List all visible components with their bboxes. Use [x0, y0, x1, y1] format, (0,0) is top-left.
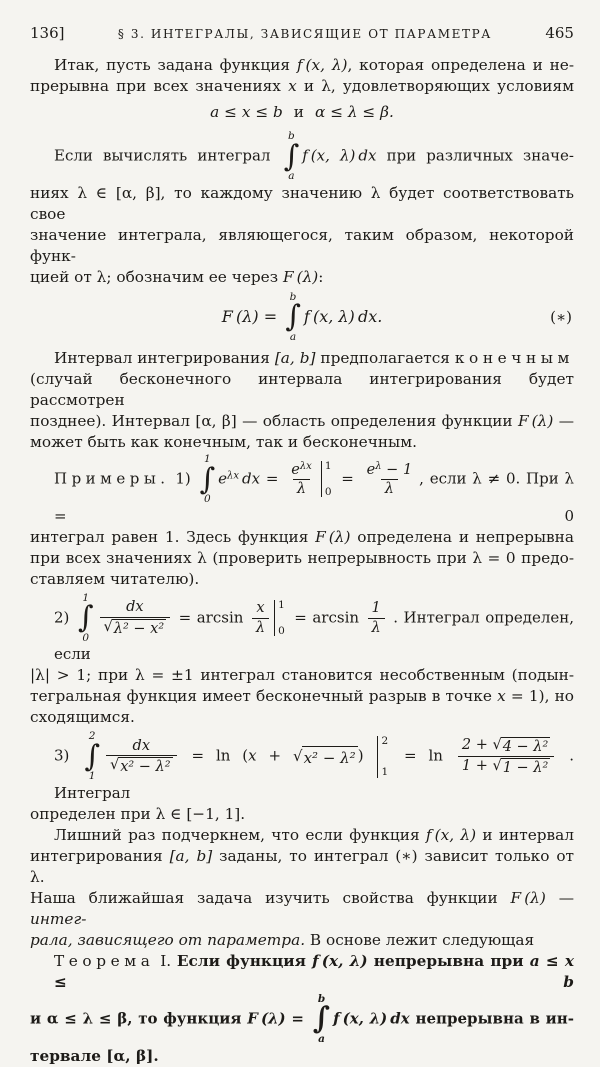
evaluation-bar — [321, 461, 332, 497]
sqrt-radical — [293, 746, 358, 769]
radicand: 1 − λ² — [502, 760, 549, 777]
text-line — [30, 369, 574, 411]
theorem-1 — [30, 951, 574, 1067]
integral-sign — [313, 993, 330, 1046]
fraction — [458, 737, 554, 777]
text-run: = arcsin — [173, 608, 249, 627]
radicand: x² − λ² — [120, 759, 171, 776]
radical-glyph-icon: √ — [492, 758, 502, 775]
text-run: интегрирования — [30, 846, 170, 865]
math-run: α ≤ λ ≤ β. — [315, 103, 394, 121]
text-run: значение интеграла, являющегося, таким образом, некоторой функ- — [30, 225, 574, 265]
text-line — [30, 1046, 574, 1067]
sqrt-radical — [110, 757, 173, 776]
example-number: 3) — [54, 746, 82, 765]
fraction — [100, 599, 171, 637]
integral-lower-limit: 1 — [88, 770, 96, 783]
text-line — [30, 527, 574, 548]
formula-star — [30, 291, 574, 344]
fraction-denominator: λ — [381, 479, 398, 498]
radical-glyph-icon: √ — [293, 746, 303, 765]
theorem-label: Теорема — [54, 951, 155, 970]
integral-upper-limit: b — [317, 992, 326, 1005]
paragraph-intro — [30, 55, 574, 97]
sqrt-radical — [104, 619, 167, 638]
example-3 — [30, 730, 574, 825]
page-header — [30, 24, 574, 42]
text-run: = arcsin — [288, 608, 365, 627]
text-run: : — [318, 267, 324, 286]
superscript: λ — [375, 460, 382, 472]
math-run: 1 + — [461, 758, 493, 775]
radical-glyph-icon: √ — [109, 757, 120, 774]
integral-glyph-icon: ∫ — [285, 299, 301, 335]
fraction-denominator — [458, 756, 554, 777]
integral-lower-limit: 0 — [82, 631, 90, 644]
integral-glyph-icon: ∫ — [77, 600, 94, 636]
math-run: f (x, λ) dx. — [303, 306, 383, 326]
superscript: λx — [227, 470, 240, 482]
text-run: и интервал — [476, 825, 574, 844]
formula-conditions — [30, 102, 574, 123]
paragraph-summary — [30, 825, 574, 951]
text-line — [30, 432, 574, 453]
page-number: 465 — [545, 24, 574, 42]
text-run: Наша ближайшая задача изучить свойства функции — [30, 888, 511, 907]
italic-run: интег- — [30, 909, 87, 928]
integral-upper-limit: b — [288, 130, 295, 142]
math-run: e — [366, 461, 376, 478]
paragraph-interval — [30, 348, 574, 453]
text-line — [30, 825, 574, 846]
bold-math-run: f (x, λ) — [312, 951, 368, 970]
integral-glyph-icon: ∫ — [84, 738, 100, 774]
text-run: = ln ( — [179, 746, 249, 765]
integral-sign — [285, 291, 301, 344]
eval-upper-limit: 1 — [324, 460, 332, 473]
example-2 — [30, 592, 574, 729]
paragraph-integral-values — [30, 130, 574, 288]
text-run: при различных значе- — [376, 146, 575, 165]
fraction-numerator: dx — [132, 737, 150, 754]
math-run: f (x, λ) — [425, 825, 477, 844]
example-1 — [30, 453, 574, 590]
text-line — [30, 348, 574, 369]
eval-lower-limit: 1 — [381, 766, 389, 779]
math-run: [a, b] — [274, 349, 316, 368]
fraction-numerator — [363, 461, 417, 480]
text-run: = 1), но — [505, 687, 575, 706]
integral-lower-limit: a — [318, 1033, 325, 1046]
radicand: x² − λ² — [302, 746, 358, 769]
sqrt-radical — [492, 758, 550, 777]
fraction — [106, 738, 177, 776]
bold-run: тервале [α, β]. — [30, 1046, 159, 1065]
text-run: Интервал интегрирования — [54, 349, 275, 368]
bold-math-run: f (x, λ) dx — [333, 1009, 410, 1028]
text-line — [30, 548, 574, 569]
text-run: Если вычислять интеграл — [54, 146, 281, 165]
integral-upper-limit: 1 — [203, 453, 211, 466]
bold-run: непрерывна при — [367, 951, 530, 970]
radicand: 4 − λ² — [502, 738, 549, 755]
math-run: a ≤ x ≤ b — [210, 103, 283, 121]
bold-run: непрерывна в ин- — [409, 1009, 574, 1028]
section-ref: 136] — [30, 24, 65, 42]
text-run: — — [545, 888, 574, 907]
bold-math-run: F (λ) = — [247, 1009, 310, 1028]
fraction-numerator: dx — [126, 598, 144, 615]
math-run: − 1 — [381, 461, 413, 478]
text-line — [30, 804, 574, 825]
example-3-formula-line — [30, 730, 574, 804]
text-line — [30, 225, 574, 267]
fraction — [252, 600, 269, 636]
text-line — [30, 665, 574, 686]
radicand: λ² − x² — [113, 620, 165, 637]
text-run: интеграл равен 1. Здесь функция — [30, 527, 316, 546]
text-run: В основе лежит следующая — [305, 930, 535, 949]
fraction-numerator — [287, 461, 316, 480]
text-line — [30, 55, 574, 76]
theorem-formula-line — [30, 993, 574, 1046]
integral-upper-limit: 2 — [88, 730, 96, 743]
examples-label: Примеры. — [54, 469, 170, 488]
math-run: e — [218, 469, 228, 488]
math-run: e — [291, 461, 300, 478]
integral-sign — [284, 130, 300, 183]
integral-glyph-icon: ∫ — [312, 1001, 331, 1037]
fraction — [287, 461, 316, 498]
text-run: ставляем читателю). — [30, 569, 200, 588]
integral-sign — [78, 592, 94, 645]
text-run: ниях λ ∈ [α, β], то каждому значению λ будет соответствовать свое — [30, 183, 574, 223]
text-line — [30, 183, 574, 225]
text-run: + — [256, 746, 294, 765]
text-run: заданы, то интеграл (∗) зависит только от λ. — [30, 846, 575, 886]
math-run: F (λ) — [315, 527, 351, 546]
theorem-heading-line — [30, 951, 574, 993]
text-run: ) — [357, 746, 376, 765]
fraction-numerator: x — [256, 599, 265, 616]
math-run: F (λ) — [518, 412, 554, 431]
integral-lower-limit: a — [288, 170, 295, 183]
text-run: при всех значениях λ (проверить непрерывность при λ = 0 предо- — [30, 548, 574, 567]
text-run: I. — [154, 951, 177, 970]
text-line — [30, 846, 574, 888]
radical-glyph-icon: √ — [492, 736, 502, 753]
fraction-denominator — [100, 617, 171, 638]
italic-run: рала, зависящего от параметра. — [30, 930, 306, 949]
emphasized-word: конечным — [454, 349, 575, 368]
text-run: предполагается — [315, 349, 455, 368]
text-line — [30, 76, 574, 97]
math-run: = — [335, 469, 360, 488]
bold-math-run: a ≤ x ≤ b — [54, 951, 574, 991]
eval-lower-limit: 0 — [324, 485, 332, 498]
fraction — [363, 461, 417, 498]
fraction-denominator — [106, 755, 177, 776]
example-number: 1) — [169, 469, 197, 488]
text-run: (случай бесконечного интервала интегрирования будет рассмотрен — [30, 370, 574, 410]
math-run: x — [288, 77, 297, 95]
bold-run: и α ≤ λ ≤ β, то функция — [30, 1009, 248, 1028]
example-number: 2) — [54, 608, 75, 627]
text-line — [30, 888, 574, 930]
math-run: [a, b] — [169, 846, 213, 865]
sqrt-radical — [492, 737, 550, 756]
math-run: F (λ) — [282, 267, 319, 286]
eval-upper-limit: 1 — [278, 599, 285, 612]
integral-upper-limit: 1 — [82, 591, 90, 604]
formula-tag: (∗) — [550, 307, 572, 326]
math-run: dx = — [239, 469, 285, 488]
text-run: Лишний раз подчеркнем, что если функция — [54, 825, 426, 844]
integral-lower-limit: 0 — [203, 493, 211, 506]
math-run: x — [248, 746, 257, 765]
text-run: . Интеграл определен, если — [54, 608, 575, 664]
text-run: цией от λ; обозначим ее через — [30, 267, 283, 286]
fraction-denominator: λ — [293, 479, 310, 498]
text-line — [30, 686, 574, 707]
text-run: определена и непрерывна — [350, 527, 574, 546]
text-run: сходящимся. — [30, 708, 135, 727]
text-run: тегральная функция имеет бесконечный разрыв в точке — [30, 687, 498, 706]
fraction-numerator: 1 — [371, 599, 381, 616]
evaluation-bar — [274, 600, 285, 636]
text-run: позднее). Интервал [α, β] — область определения функции — [30, 412, 518, 431]
text-line — [30, 707, 574, 728]
integral-glyph-icon: ∫ — [283, 138, 300, 174]
example-2-formula-line — [30, 592, 574, 666]
integral-lower-limit: a — [289, 330, 297, 343]
text-run: , если λ ≠ 0. При λ = 0 — [54, 469, 575, 525]
math-run: x — [497, 687, 506, 706]
bold-run: Если функция — [176, 951, 313, 970]
eval-upper-limit: 2 — [381, 734, 389, 747]
text-run: определен при λ ∈ [−1, 1]. — [30, 804, 246, 823]
text-run: . Интеграл — [54, 746, 574, 802]
text-run: Итак, пусть задана функция — [54, 56, 297, 74]
radical-glyph-icon: √ — [103, 618, 113, 635]
math-run: f (x, λ) dx — [302, 146, 377, 165]
text-run: и — [293, 103, 304, 121]
fraction-denominator: λ — [252, 618, 269, 637]
integral-upper-limit: b — [289, 290, 297, 303]
text-run: = ln — [392, 746, 455, 765]
math-run: f (x, λ) — [296, 56, 348, 74]
text-run: , которая определена и не- — [347, 56, 574, 74]
running-title: § 3. ИНТЕГРАЛЫ, ЗАВИСЯЩИЕ ОТ ПАРАМЕТРА — [117, 27, 492, 41]
text-run: может быть как конечным, так и бесконечным. — [30, 433, 417, 452]
fraction-numerator — [458, 737, 554, 757]
text-run: — — [553, 412, 574, 431]
integral-sign — [200, 453, 216, 506]
integral-sign — [84, 730, 100, 783]
text-line — [30, 267, 574, 288]
math-run: F (λ) = — [221, 306, 283, 326]
text-line — [30, 569, 574, 590]
superscript: λx — [299, 460, 312, 472]
eval-lower-limit: 0 — [278, 624, 285, 637]
fraction-denominator: λ — [368, 618, 385, 637]
text-run: прерывна при всех значениях — [30, 77, 289, 95]
math-run: 2 + — [461, 736, 493, 753]
evaluation-bar — [377, 736, 388, 778]
text-run: |λ| > 1; при λ = ±1 интеграл становится несобственным (подын- — [30, 666, 574, 685]
example-1-formula-line — [30, 453, 574, 527]
text-line — [30, 411, 574, 432]
text-run: и λ, удовлетворяющих условиям — [296, 77, 574, 95]
text-line — [30, 930, 574, 951]
fraction — [368, 600, 385, 636]
math-run: F (λ) — [510, 888, 546, 907]
integral-glyph-icon: ∫ — [199, 461, 216, 497]
text-line-with-integral — [30, 130, 574, 183]
